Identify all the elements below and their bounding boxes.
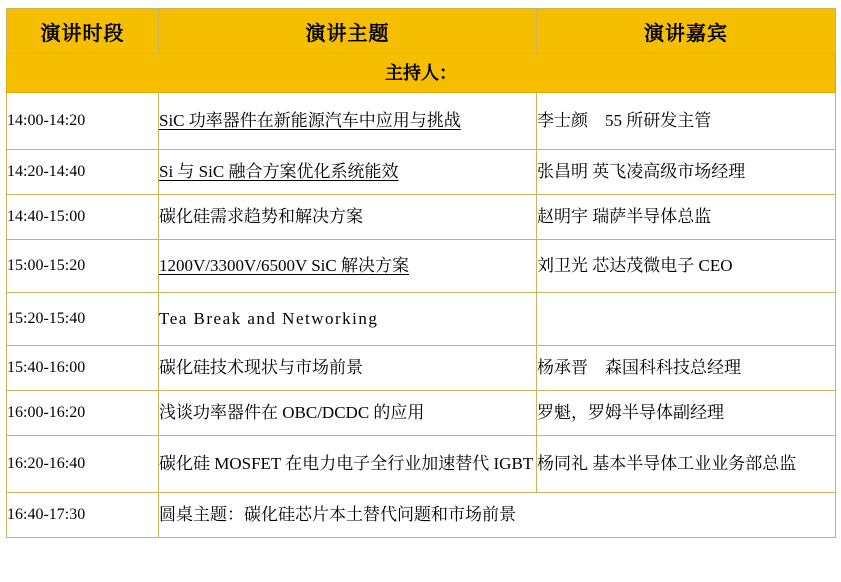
table-body xyxy=(7,54,836,538)
column-header-guest: 演讲嘉宾 xyxy=(537,9,836,54)
host-row xyxy=(7,54,836,93)
table-header xyxy=(7,9,836,54)
cell-topic: 1200V/3300V/6500V SiC 解决方案 xyxy=(159,240,537,293)
cell-time: 16:00-16:20 xyxy=(7,391,159,436)
table-row xyxy=(7,240,836,293)
table-row xyxy=(7,93,836,150)
table-row xyxy=(7,436,836,493)
cell-topic: 碳化硅需求趋势和解决方案 xyxy=(159,195,537,240)
cell-guest: 杨承晋 森国科科技总经理 xyxy=(537,346,836,391)
cell-guest: 罗魁，罗姆半导体副经理 xyxy=(537,391,836,436)
table-row xyxy=(7,493,836,538)
table-row xyxy=(7,293,836,346)
cell-topic: SiC 功率器件在新能源汽车中应用与挑战 xyxy=(159,93,537,150)
cell-guest: 张昌明 英飞凌高级市场经理 xyxy=(537,150,836,195)
host-label: 主持人： xyxy=(7,54,836,93)
cell-time: 14:00-14:20 xyxy=(7,93,159,150)
cell-time: 15:40-16:00 xyxy=(7,346,159,391)
table-row xyxy=(7,346,836,391)
cell-guest: 刘卫光 芯达茂微电子 CEO xyxy=(537,240,836,293)
cell-time: 15:00-15:20 xyxy=(7,240,159,293)
cell-time: 16:20-16:40 xyxy=(7,436,159,493)
table-header-row xyxy=(7,9,836,54)
agenda-table xyxy=(6,8,836,538)
table-row xyxy=(7,195,836,240)
cell-topic: 浅谈功率器件在 OBC/DCDC 的应用 xyxy=(159,391,537,436)
column-header-topic: 演讲主题 xyxy=(159,9,537,54)
cell-time: 15:20-15:40 xyxy=(7,293,159,346)
cell-topic: 碳化硅技术现状与市场前景 xyxy=(159,346,537,391)
cell-time: 16:40-17:30 xyxy=(7,493,159,538)
cell-time: 14:20-14:40 xyxy=(7,150,159,195)
cell-guest: 赵明宇 瑞萨半导体总监 xyxy=(537,195,836,240)
cell-topic: 圆桌主题：碳化硅芯片本土替代问题和市场前景 xyxy=(159,493,836,538)
cell-guest: 杨同礼 基本半导体工业业务部总监 xyxy=(537,436,836,493)
cell-topic: Si 与 SiC 融合方案优化系统能效 xyxy=(159,150,537,195)
table-row xyxy=(7,391,836,436)
cell-guest: 李士颜 55 所研发主管 xyxy=(537,93,836,150)
cell-topic: 碳化硅 MOSFET 在电力电子全行业加速替代 IGBT xyxy=(159,436,537,493)
table-row xyxy=(7,150,836,195)
column-header-time: 演讲时段 xyxy=(7,9,159,54)
cell-guest xyxy=(537,293,836,346)
cell-time: 14:40-15:00 xyxy=(7,195,159,240)
cell-topic: Tea Break and Networking xyxy=(159,293,537,346)
